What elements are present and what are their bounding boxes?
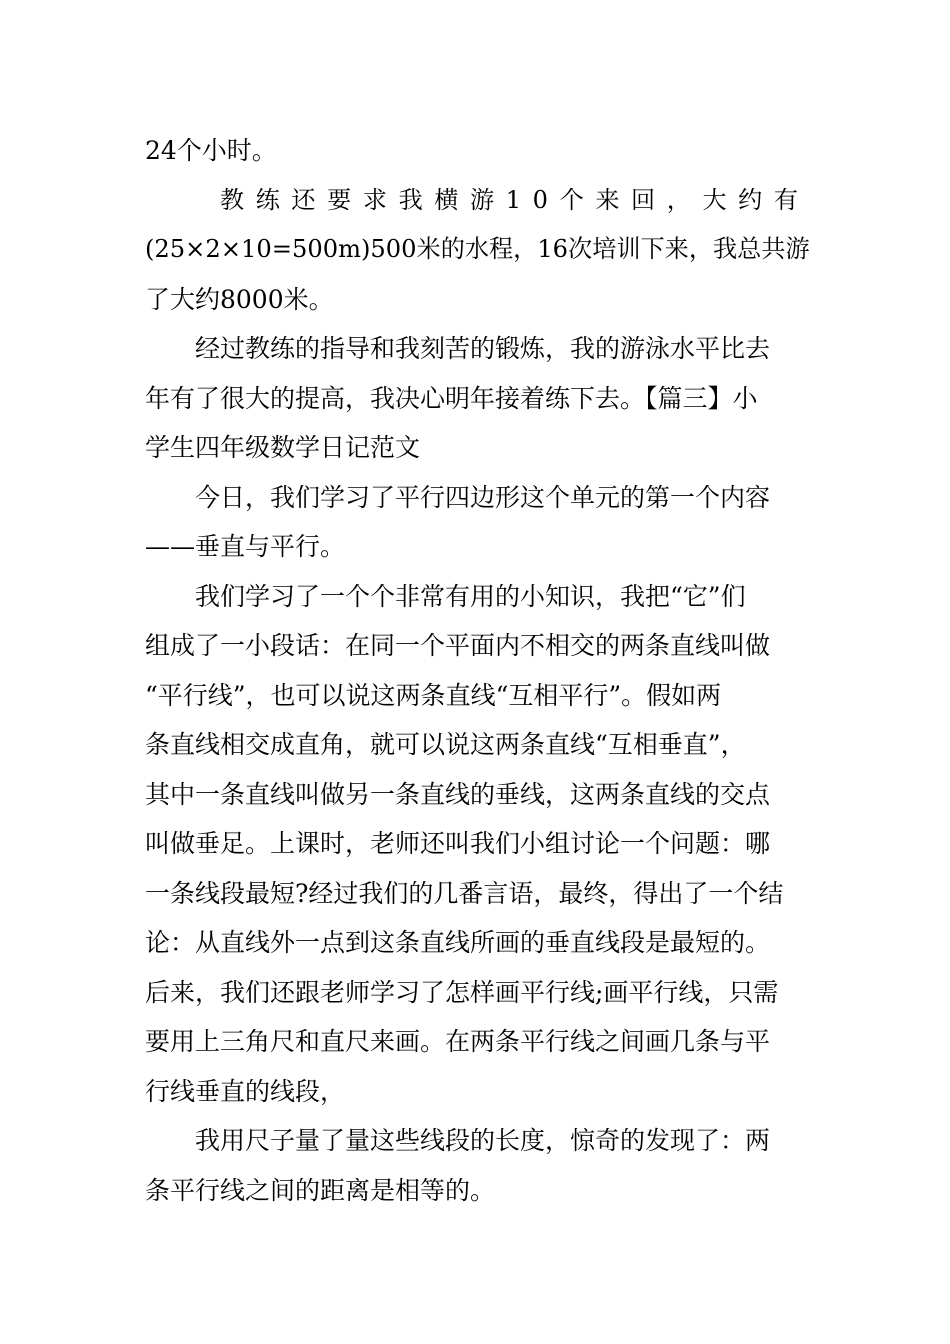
paragraph-5-line-5: 其中一条直线叫做另一条直线的垂线，这两条直线的交点	[145, 779, 771, 809]
paragraph-1	[145, 126, 810, 176]
paragraph-4-line-1: 今日，我们学习了平行四边形这个单元的第一个内容	[195, 482, 771, 512]
paragraph-3-line-1: 经过教练的指导和我刻苦的锻炼，我的游泳水平比去	[195, 334, 771, 363]
paragraph-5	[145, 572, 810, 1117]
paragraph-4-line-2: ——垂直与平行。	[145, 532, 346, 561]
paragraph-3-line-2: 年有了很大的提高，我决心明年接着练下去。【篇三】小	[145, 383, 758, 413]
paragraph-2-line-2: (25×2×10=500m)500米的水程，16次培训下来，我总共游	[145, 235, 810, 263]
paragraph-5-line-10: 要用上三角尺和直尺来画。在两条平行线之间画几条与平	[145, 1027, 771, 1056]
paragraph-6-line-2: 条平行线之间的距离是相等的。	[145, 1175, 496, 1205]
paragraph-2	[145, 176, 810, 325]
paragraph-5-line-4: 条直线相交成直角，就可以说这两条直线“互相垂直”，	[145, 730, 746, 759]
paragraph-1-line-1: 24个小时。	[145, 136, 277, 165]
paragraph-5-line-9: 后来，我们还跟老师学习了怎样画平行线;画平行线，只需	[145, 977, 779, 1007]
document-body	[145, 126, 810, 1215]
paragraph-6-line-1: 我用尺子量了量这些线段的长度，惊奇的发现了：两	[195, 1126, 771, 1155]
paragraph-2-line-3: 了大约8000米。	[145, 284, 334, 314]
paragraph-3-line-3: 学生四年级数学日记范文	[145, 433, 421, 462]
paragraph-5-line-7: 一条线段最短?经过我们的几番言语，最终，得出了一个结	[145, 878, 784, 908]
paragraph-3	[145, 324, 810, 473]
paragraph-5-line-8: 论：从直线外一点到这条直线所画的垂直线段是最短的。	[145, 928, 771, 957]
paragraph-2-line-1: 教练还要求我横游10个来回，大约有	[220, 185, 810, 214]
paragraph-5-line-6: 叫做垂足。上课时，老师还叫我们小组讨论一个问题：哪	[145, 829, 771, 858]
paragraph-5-line-2: 组成了一小段话：在同一个平面内不相交的两条直线叫做	[145, 631, 771, 660]
paragraph-5-line-1: 我们学习了一个个非常有用的小知识，我把“它”们	[195, 581, 746, 611]
paragraph-5-line-3: “平行线”，也可以说这两条直线“互相平行”。假如两	[145, 680, 722, 710]
paragraph-6	[145, 1116, 810, 1215]
paragraph-4	[145, 473, 810, 572]
paragraph-5-line-11: 行线垂直的线段，	[145, 1076, 346, 1106]
